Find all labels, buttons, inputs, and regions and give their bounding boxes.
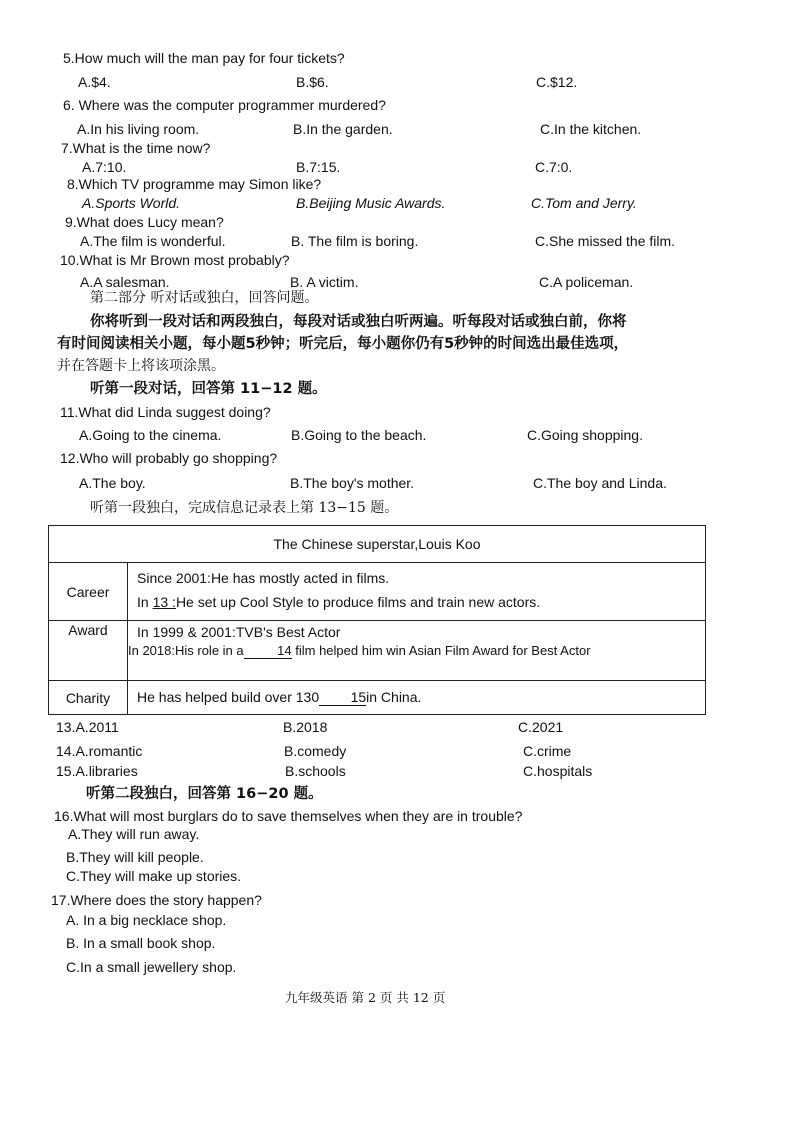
option-11b: B.Going to the beach.	[291, 427, 427, 443]
option-13b: B.2018	[283, 719, 328, 735]
blank-14: 14	[244, 643, 292, 659]
option-5c: C.$12.	[536, 74, 578, 90]
option-12a: A.The boy.	[79, 475, 146, 491]
option-5a: A.$4.	[78, 74, 111, 90]
option-15a: 15.A.libraries	[56, 763, 138, 779]
option-16b: B.They will kill people.	[66, 849, 204, 865]
blank-15: 15	[319, 690, 366, 706]
question-17: 17.Where does the story happen?	[51, 892, 262, 908]
part2-instruction-line3: 并在答题卡上将该项涂黑。	[57, 358, 225, 374]
option-16c: C.They will make up stories.	[66, 868, 242, 884]
option-12c: C.The boy and Linda.	[533, 475, 667, 491]
option-9b: B. The film is boring.	[291, 233, 419, 249]
option-7c: C.7:0.	[535, 159, 573, 175]
option-10b: B. A victim.	[290, 274, 359, 290]
charity-label: Charity	[49, 681, 128, 715]
option-8c: C.Tom and Jerry.	[531, 195, 637, 211]
question-5: 5.How much will the man pay for four tickets?	[63, 50, 345, 66]
question-9: 9.What does Lucy mean?	[65, 214, 224, 230]
question-16: 16.What will most burglars do to save themselves when they are in trouble?	[54, 808, 523, 824]
option-17c: C.In a small jewellery shop.	[66, 959, 237, 975]
option-8a: A.Sports World.	[82, 195, 181, 211]
table-title: The Chinese superstar,Louis Koo	[49, 526, 706, 563]
option-6a: A.In his living room.	[77, 121, 200, 137]
option-13c: C.2021	[518, 719, 564, 735]
monologue1-heading: 听第一段独白，完成信息记录表上第 13−15 题。	[90, 500, 399, 516]
option-15b: B.schools	[285, 763, 346, 779]
option-5b: B.$6.	[296, 74, 329, 90]
option-9a: A.The film is wonderful.	[80, 233, 226, 249]
option-13a: 13.A.2011	[56, 719, 119, 735]
page-footer: 九年级英语 第 2 页 共 12 页	[285, 990, 446, 1005]
charity-cell: He has helped build over 130 15in China.	[128, 681, 706, 715]
monologue2-heading: 听第二段独白，回答第 16−20 题。	[86, 786, 323, 802]
question-7: 7.What is the time now?	[61, 140, 211, 156]
info-record-table	[48, 525, 706, 715]
question-12: 12.Who will probably go shopping?	[60, 450, 278, 466]
option-6c: C.In the kitchen.	[540, 121, 642, 137]
option-12b: B.The boy's mother.	[290, 475, 415, 491]
award-label: Award	[49, 621, 128, 681]
option-14a: 14.A.romantic	[56, 743, 143, 759]
part2-instruction-line1: 你将听到一段对话和两段独白，每段对话或独白听两遍。听每段对话或独白前，你将	[90, 314, 627, 330]
option-10a: A.A salesman.	[80, 274, 170, 290]
option-7b: B.7:15.	[296, 159, 341, 175]
option-8b: B.Beijing Music Awards.	[296, 195, 446, 211]
option-14c: C.crime	[523, 743, 572, 759]
career-label: Career	[49, 563, 128, 621]
option-17a: A. In a big necklace shop.	[66, 912, 227, 928]
option-16a: A.They will run away.	[68, 826, 200, 842]
career-line2: In 13 :He set up Cool Style to produce films and train new actors.	[137, 594, 541, 610]
option-7a: A.7:10.	[82, 159, 127, 175]
option-15c: C.hospitals	[523, 763, 593, 779]
option-11a: A.Going to the cinema.	[79, 427, 222, 443]
question-10: 10.What is Mr Brown most probably?	[60, 252, 290, 268]
career-line1: Since 2001:He has mostly acted in films.	[137, 570, 390, 586]
award-cell	[128, 621, 706, 681]
question-11: 11.What did Linda suggest doing?	[60, 404, 271, 420]
option-11c: C.Going shopping.	[527, 427, 643, 443]
career-cell	[128, 563, 706, 621]
question-8: 8.Which TV programme may Simon like?	[67, 176, 322, 192]
award-line2: In 2018:His role in a 14 film helped him win Asian Film Award for Best Actor	[128, 643, 591, 658]
option-17b: B. In a small book shop.	[66, 935, 216, 951]
option-14b: B.comedy	[284, 743, 347, 759]
blank-13: 13 :	[152, 594, 176, 610]
question-6: 6. Where was the computer programmer murdered?	[63, 97, 386, 113]
award-line1: In 1999 & 2001:TVB's Best Actor	[137, 624, 341, 640]
part2-heading: 第二部分 听对话或独白，回答问题。	[90, 290, 319, 306]
option-9c: C.She missed the film.	[535, 233, 676, 249]
option-6b: B.In the garden.	[293, 121, 393, 137]
option-10c: C.A policeman.	[539, 274, 634, 290]
dialog-heading: 听第一段对话，回答第 11−12 题。	[90, 381, 327, 397]
part2-instruction-line2: 有时间阅读相关小题，每小题5秒钟；听完后，每小题你仍有5秒钟的时间选出最佳选项，	[57, 336, 629, 352]
